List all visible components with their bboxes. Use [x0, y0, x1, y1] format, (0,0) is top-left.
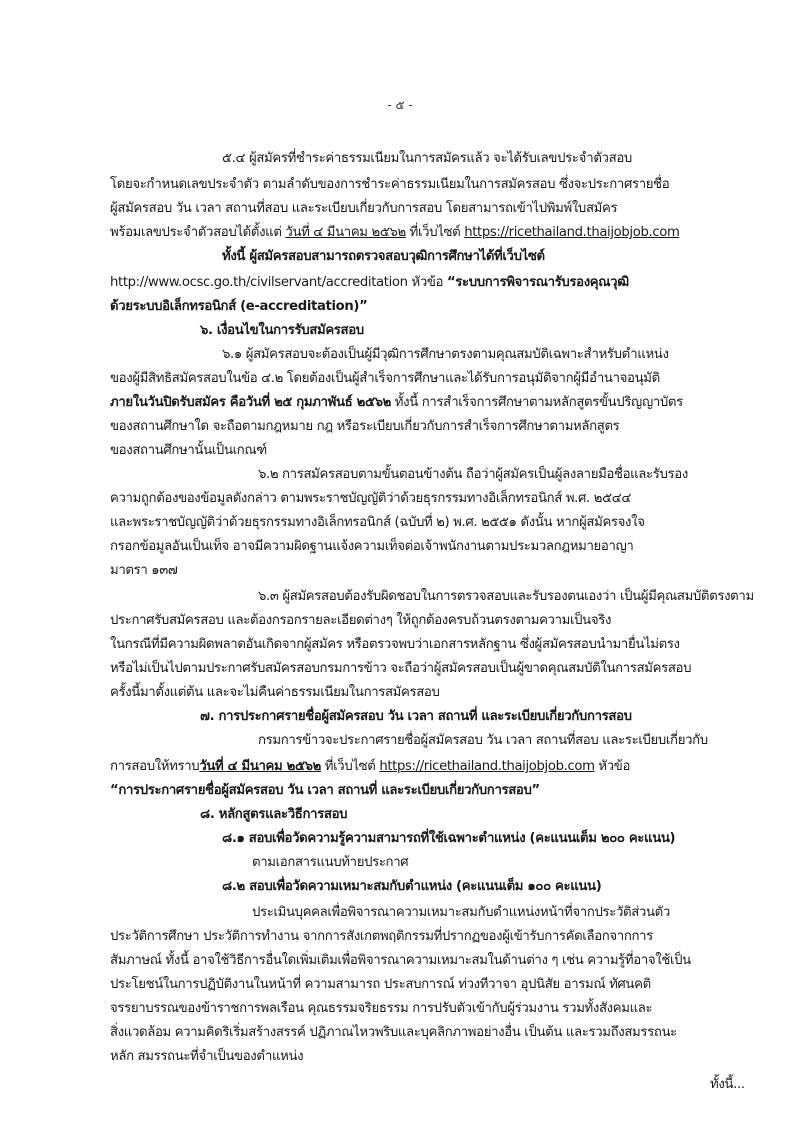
- s7-line-1: กรมการข้าวจะประกาศรายชื่อผู้สมัครสอบ วัน เวลา สถานที่สอบ และระเบียบเกี่ยวกับ: [258, 733, 708, 748]
- s54-line-4: [110, 224, 679, 242]
- p61-line-1: ๖.๑ ผู้สมัครสอบจะต้องเป็นผู้มีวุฒิการศึกษาตรงตามคุณสมบัติเฉพาะสำหรับตำแหน่ง: [222, 347, 669, 362]
- p82-line-1: ๘.๒ สอบเพื่อวัดความเหมาะสมกับตำแหน่ง (คะแนนเต็ม ๑๐๐ คะแนน): [222, 879, 602, 894]
- section-6-heading: ๖. เงื่อนไขในการรับสมัครสอบ: [200, 323, 364, 338]
- date-underlined: วันที่ ๔ มีนาคม ๒๕๖๒: [199, 759, 321, 774]
- p63-line-5: ครั้งนี้มาตั้งแต่ต้น และจะไม่คืนค่าธรรมเนียมในการสมัครสอบ: [110, 685, 440, 700]
- text: พร้อมเลขประจำตัวสอบได้ตั้งแต่: [110, 225, 286, 240]
- p62-line-1: ๖.๒ การสมัครสอบตามขั้นตอนข้างต้น ถือว่าผู้สมัครเป็นผู้ลงลายมือชื่อและรับรอง: [258, 467, 688, 482]
- text: หัวข้อ: [407, 275, 447, 290]
- p82-line-7: สิ่งแวดล้อม ความคิดริเริ่มสร้างสรรค์ ปฏิภาณไหวพริบและบุคลิกภาพอย่างอื่น เป็นต้น และรวมถึงสมรรถนะ: [110, 1025, 677, 1040]
- p82-line-2: ประเมินบุคคลเพื่อพิจารณาความเหมาะสมกับตำแหน่งหน้าที่จากประวัติส่วนตัว: [252, 905, 670, 920]
- p63-line-3: ในกรณีที่มีความผิดพลาดอันเกิดจากผู้สมัคร หรือตรวจพบว่าเอกสารหลักฐาน ซึ่งผู้สมัครสอบนำมายื่นไม่ตรง: [110, 637, 680, 652]
- date-underlined: วันที่ ๔ มีนาคม ๒๕๖๒: [285, 225, 406, 240]
- s54-line-5: ทั้งนี้ ผู้สมัครสอบสามารถตรวจสอบวุฒิการศึกษาได้ที่เว็บไซต์: [222, 249, 545, 264]
- section-8-heading: ๘. หลักสูตรและวิธีการสอบ: [200, 807, 348, 822]
- text: การสอบให้ทราบ: [110, 759, 200, 774]
- s54-line-6: [110, 274, 629, 292]
- p63-line-1: ๖.๓ ผู้สมัครสอบต้องรับผิดชอบในการตรวจสอบและรับรองตนเองว่า เป็นผู้มีคุณสมบัติตรงตาม: [258, 589, 754, 604]
- p63-line-4: หรือไม่เป็นไปตามประกาศรับสมัครสอบกรมการข้าว จะถือว่าผู้สมัครสอบเป็นผู้ขาดคุณสมบัติในการสมัครสอบ: [110, 661, 692, 676]
- text: ที่เว็บไซต์: [405, 225, 465, 240]
- website-link[interactable]: https://ricethailand.thaijobjob.com: [464, 225, 680, 240]
- p62-line-2: ความถูกต้องของข้อมูลดังกล่าว ตามพระราชบัญญัติว่าด้วยธุรกรรมทางอิเล็กทรอนิกส์ พ.ศ. ๒๕๔๔: [110, 491, 631, 506]
- continuation-marker: ทั้งนี้...: [710, 1077, 745, 1092]
- page-number: - ๕ -: [387, 98, 413, 112]
- p81-line-2: ตามเอกสารแนบท้ายประกาศ: [252, 855, 409, 870]
- accreditation-link[interactable]: http://www.ocsc.go.th/civilservant/accreditation: [110, 275, 408, 290]
- text: หัวข้อ: [594, 759, 631, 774]
- p63-line-2: ประกาศรับสมัครสอบ และต้องกรอกรายละเอียดต่างๆ ให้ถูกต้องครบถ้วนตรงตามความเป็นจริง: [110, 613, 612, 628]
- deadline-bold: ภายในวันปิดรับสมัคร คือวันที่ ๒๕ กุมภาพันธ์ ๒๕๖๒: [110, 395, 391, 410]
- p82-line-8: หลัก สมรรถนะที่จำเป็นของตำแหน่ง: [110, 1049, 304, 1064]
- p61-line-3: [110, 394, 683, 412]
- s54-line-3: ผู้สมัครสอบ วัน เวลา สถานที่สอบ และระเบียบเกี่ยวกับการสอบ โดยสามารถเข้าไปพิมพ์ใบสมัคร: [110, 201, 618, 216]
- s54-line-2: โดยจะกำหนดเลขประจำตัว ตามลำดับของการชำระค่าธรรมเนียมในการสมัครสอบ ซึ่งจะประกาศรายชื่อ: [110, 177, 670, 192]
- p62-line-5: มาตรา ๑๓๗: [110, 563, 178, 578]
- p82-line-5: ประโยชน์ในการปฏิบัติงานในหน้าที่ ความสามารถ ประสบการณ์ ท่วงทีวาจา อุปนิสัย อารมณ์ ทัศนคติ: [110, 977, 651, 992]
- text: ทั้งนี้ การสำเร็จการศึกษาตามหลักสูตรขั้นปริญญาบัตร: [390, 395, 683, 410]
- p81-line-1: ๘.๑ สอบเพื่อวัดความรู้ความสามารถที่ใช้เฉพาะตำแหน่ง (คะแนนเต็ม ๒๐๐ คะแนน): [222, 831, 676, 846]
- s7-line-2: [110, 758, 630, 776]
- text: ที่เว็บไซต์: [320, 759, 380, 774]
- s54-line-7: ด้วยระบบอิเล็กทรอนิกส์ (e-accreditation)”: [110, 299, 368, 314]
- s7-line-3: “การประกาศรายชื่อผู้สมัครสอบ วัน เวลา สถานที่ และระเบียบเกี่ยวกับการสอบ”: [110, 783, 540, 798]
- p82-line-6: จรรยาบรรณของข้าราชการพลเรือน คุณธรรมจริยธรรม การปรับตัวเข้ากับผู้ร่วมงาน รวมทั้งสังคมและ: [110, 1001, 653, 1016]
- p61-line-2: ของผู้มีสิทธิสมัครสอบในข้อ ๔.๒ โดยต้องเป็นผู้สำเร็จการศึกษาและได้รับการอนุมัติจากผู้มีอำนาจอนุมัติ: [110, 371, 660, 386]
- s54-line-1: ๕.๔ ผู้สมัครที่ชำระค่าธรรมเนียมในการสมัครแล้ว จะได้รับเลขประจำตัวสอบ: [222, 151, 632, 166]
- p82-line-3: ประวัติการศึกษา ประวัติการทำงาน จากการสังเกตพฤติกรรมที่ปรากฏของผู้เข้ารับการคัดเลือกจากการ: [110, 929, 653, 944]
- p61-line-4: ของสถานศึกษาใด จะถือตามกฎหมาย กฎ หรือระเบียบเกี่ยวกับการสำเร็จการศึกษาตามหลักสูตร: [110, 419, 620, 434]
- topic-bold: “ระบบการพิจารณารับรองคุณวุฒิ: [446, 275, 629, 290]
- website-link[interactable]: https://ricethailand.thaijobjob.com: [379, 759, 595, 774]
- p62-line-4: กรอกข้อมูลอันเป็นเท็จ อาจมีความผิดฐานแจ้งความเท็จต่อเจ้าพนักงานตามประมวลกฎหมายอาญา: [110, 539, 634, 554]
- section-7-heading: ๗. การประกาศรายชื่อผู้สมัครสอบ วัน เวลา สถานที่ และระเบียบเกี่ยวกับการสอบ: [200, 709, 632, 724]
- p61-line-5: ของสถานศึกษานั้นเป็นเกณฑ์: [110, 443, 267, 458]
- p82-line-4: สัมภาษณ์ ทั้งนี้ อาจใช้วิธีการอื่นใดเพิ่มเติมเพื่อพิจารณาความเหมาะสมในด้านต่าง ๆ เช่น ความรู้ที่อาจใช้เป็น: [110, 953, 691, 968]
- p62-line-3: และพระราชบัญญัติว่าด้วยธุรกรรมทางอิเล็กทรอนิกส์ (ฉบับที่ ๒) พ.ศ. ๒๕๕๑ ดังนั้น หากผู้สมัครจงใจ: [110, 515, 645, 530]
